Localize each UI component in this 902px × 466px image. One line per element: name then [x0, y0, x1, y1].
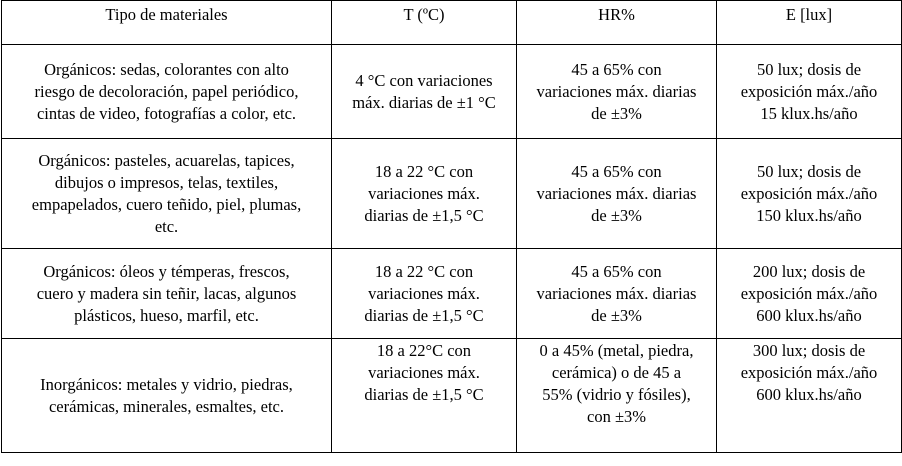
- humidity-cell: 45 a 65% con variaciones máx. diarias de ±3%: [517, 139, 717, 249]
- temperature-cell: 4 °C con variaciones máx. diarias de ±1 °C: [332, 45, 517, 139]
- table-row: [2, 339, 902, 453]
- illuminance-cell: 50 lux; dosis de exposición máx./año 150 klux.hs/año: [717, 139, 902, 249]
- illuminance-cell: 50 lux; dosis de exposición máx./año 15 klux.hs/año: [717, 45, 902, 139]
- material-cell: Orgánicos: óleos y témperas, frescos, cuero y madera sin teñir, lacas, algunos plásticos, hueso, marfil, etc.: [2, 249, 332, 339]
- material-cell: Inorgánicos: metales y vidrio, piedras, cerámicas, minerales, esmaltes, etc.: [2, 339, 332, 453]
- header-temperature: T (ºC): [332, 1, 517, 45]
- table-row: [2, 249, 902, 339]
- illuminance-cell: 300 lux; dosis de exposición máx./año 600 klux.hs/año: [717, 339, 902, 453]
- illuminance-cell: 200 lux; dosis de exposición máx./año 600 klux.hs/año: [717, 249, 902, 339]
- material-cell: Orgánicos: sedas, colorantes con alto riesgo de decoloración, papel periódico, cintas de video, fotografías a color, etc.: [2, 45, 332, 139]
- table-header-row: [2, 1, 902, 45]
- temperature-cell: 18 a 22 °C con variaciones máx. diarias de ±1,5 °C: [332, 249, 517, 339]
- conservation-conditions-table: [1, 0, 902, 453]
- header-relative-humidity: HR%: [517, 1, 717, 45]
- material-cell: Orgánicos: pasteles, acuarelas, tapices, dibujos o impresos, telas, textiles, empapelados, cuero teñido, piel, plumas, etc.: [2, 139, 332, 249]
- temperature-cell: 18 a 22 °C con variaciones máx. diarias de ±1,5 °C: [332, 139, 517, 249]
- humidity-cell: 45 a 65% con variaciones máx. diarias de ±3%: [517, 249, 717, 339]
- temperature-cell: 18 a 22°C con variaciones máx. diarias de ±1,5 °C: [332, 339, 517, 453]
- table-row: [2, 139, 902, 249]
- header-material-type: Tipo de materiales: [2, 1, 332, 45]
- humidity-cell: 0 a 45% (metal, piedra, cerámica) o de 45 a 55% (vidrio y fósiles), con ±3%: [517, 339, 717, 453]
- table-row: [2, 45, 902, 139]
- header-illuminance: E [lux]: [717, 1, 902, 45]
- humidity-cell: 45 a 65% con variaciones máx. diarias de ±3%: [517, 45, 717, 139]
